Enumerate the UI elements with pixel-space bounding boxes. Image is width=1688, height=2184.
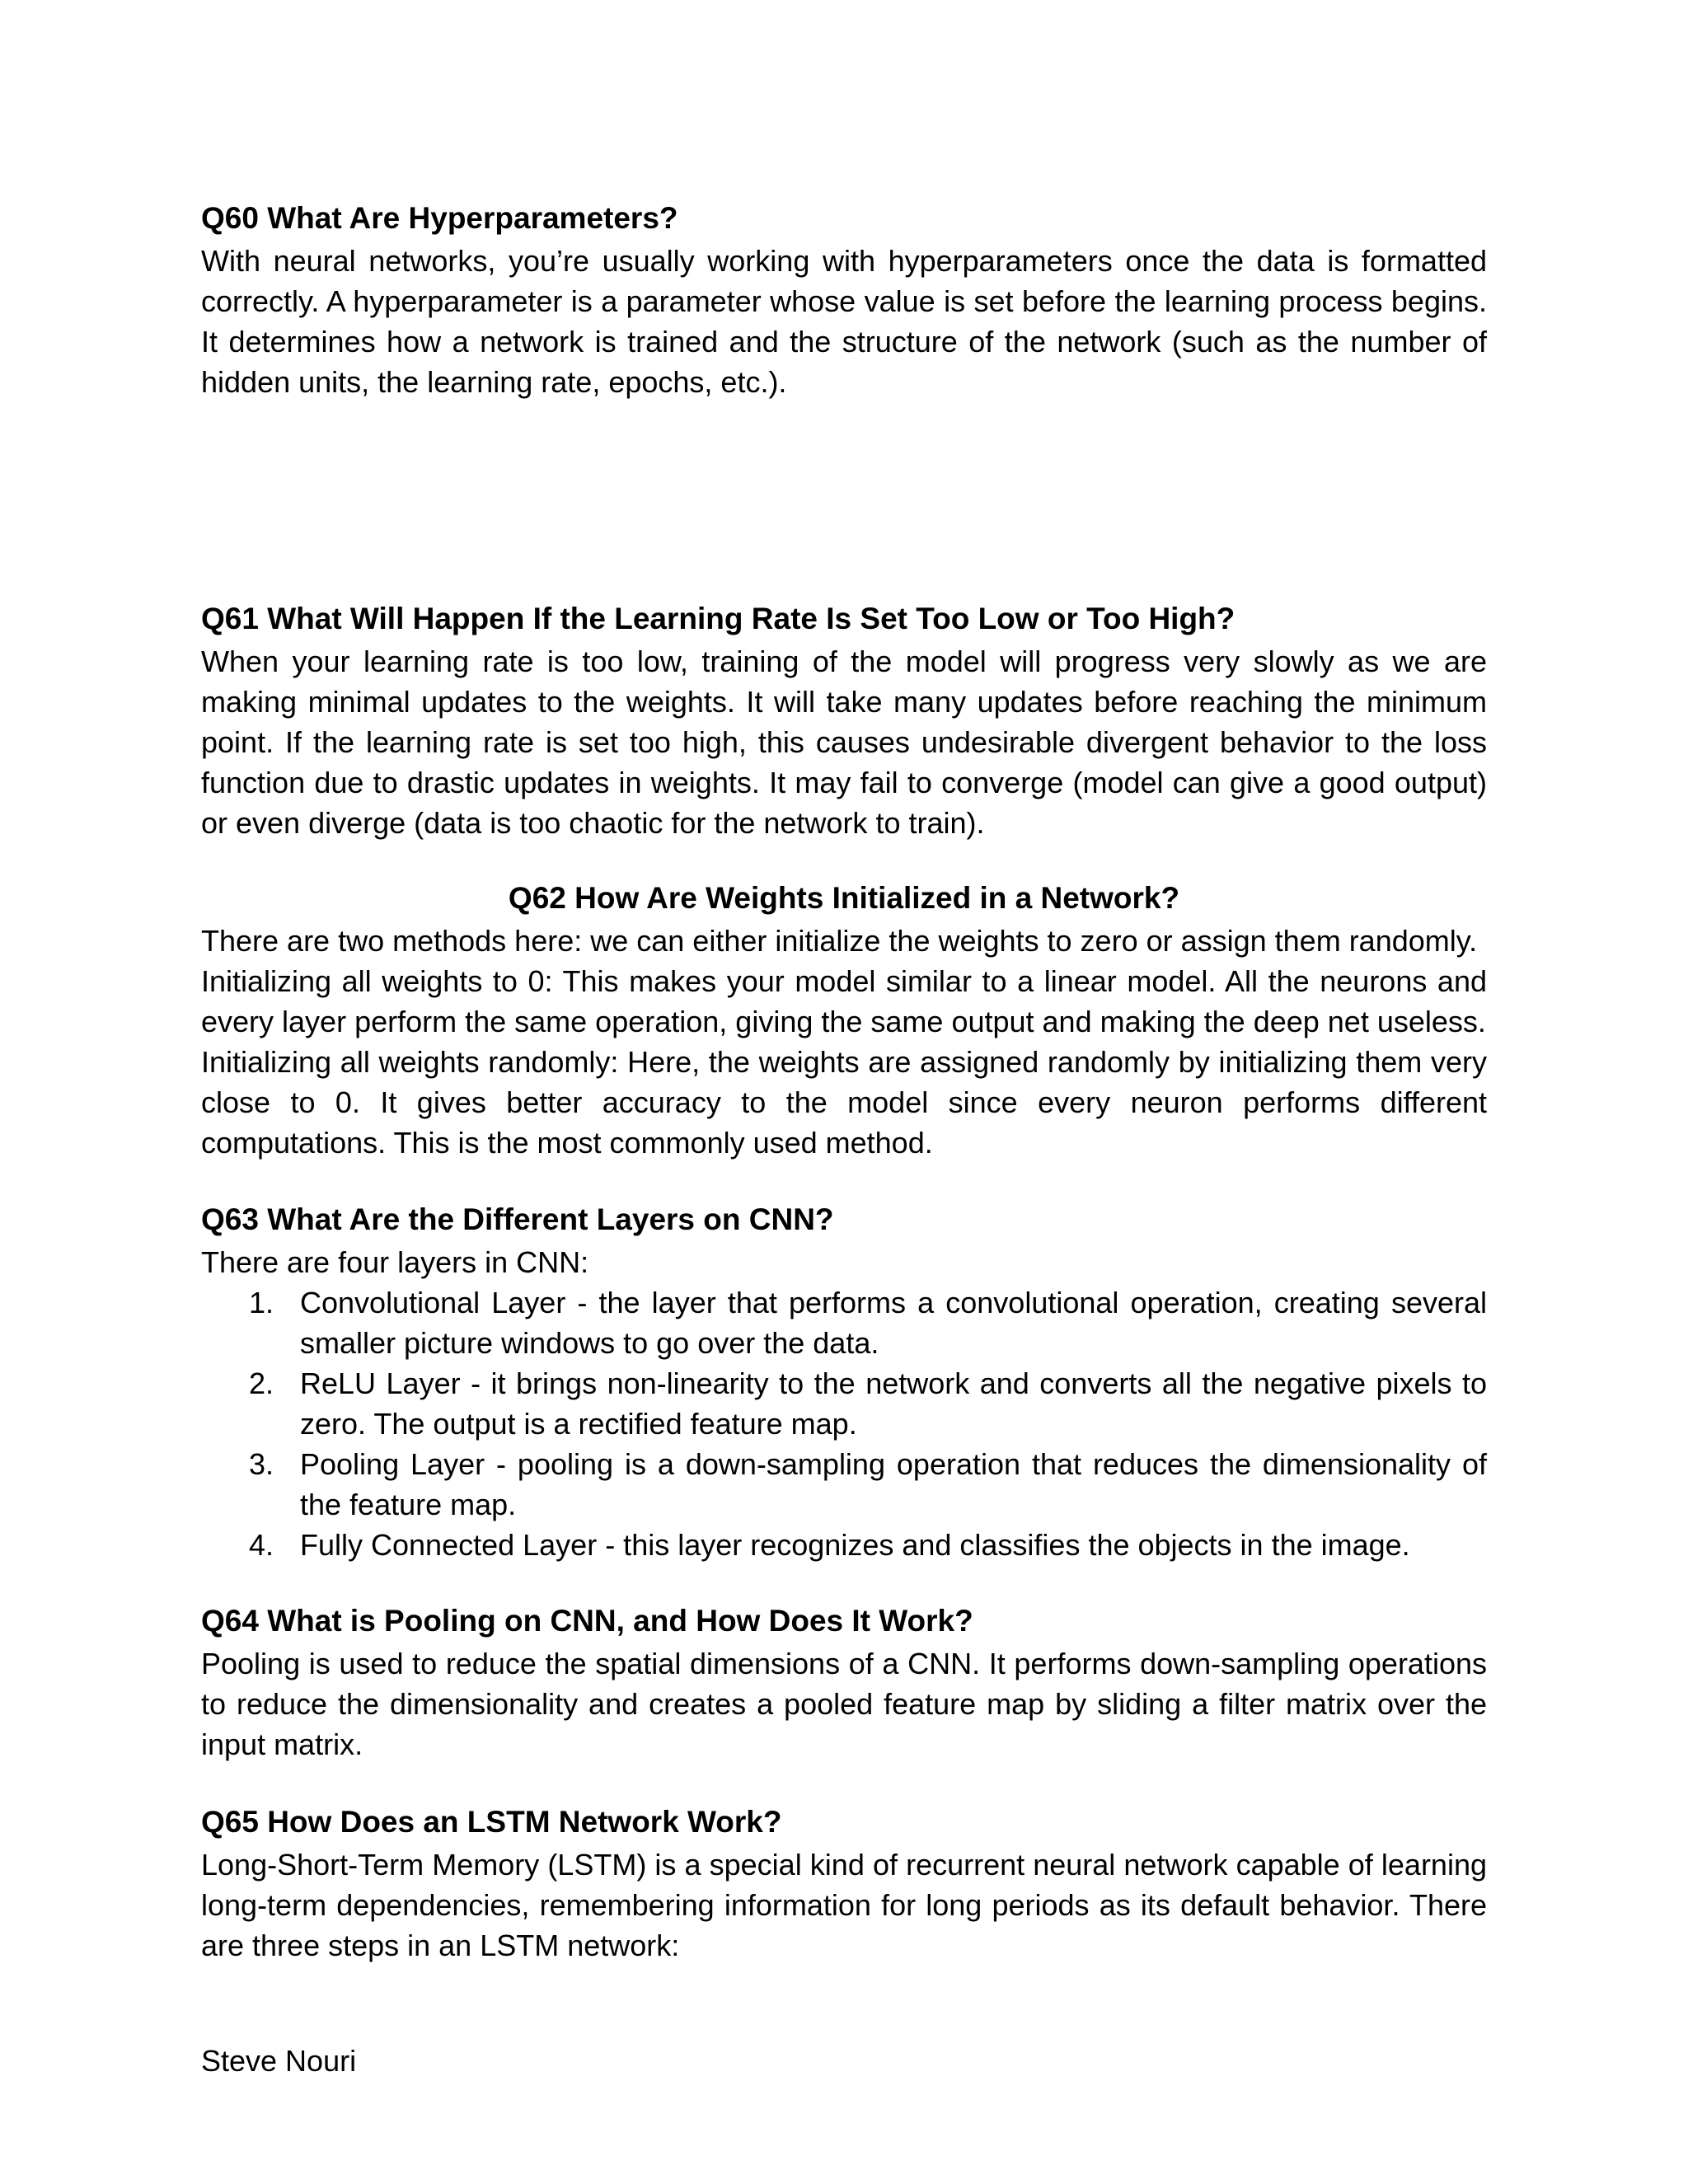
list-number: 4. — [249, 1528, 274, 1562]
q64-body: Pooling is used to reduce the spatial dimensions of a CNN. It performs down-sampling operations to reduce the dimensionality and creates a pooled feature map by sliding a filter matrix over the input matrix. — [201, 1647, 1487, 1761]
q65-body: Long-Short-Term Memory (LSTM) is a special kind of recurrent neural network capable of learning long-term dependencies, remembering information for long periods as its default behavior. There are three steps in an LSTM network: — [201, 1848, 1487, 1962]
q62-body-line-2: Initializing all weights to 0: This makes your model similar to a linear model. All the neurons and every layer perform the same operation, giving the same output and making the deep net useless. — [201, 964, 1487, 1038]
cnn-layers-list — [201, 1282, 1487, 1565]
q62-body-line-1: There are two methods here: we can either initialize the weights to zero or assign them randomly. — [201, 924, 1478, 958]
q62-heading: Q62 How Are Weights Initialized in a Network? — [508, 881, 1180, 915]
q62-body-line-3: Initializing all weights randomly: Here, the weights are assigned randomly by initializing them very close to 0. It gives better accuracy to the model since every neuron performs different computations. This is the most commonly used method. — [201, 1045, 1487, 1160]
list-item — [201, 1444, 1487, 1525]
q61-body: When your learning rate is too low, training of the model will progress very slowly as we are making minimal updates to the weights. It will take many updates before reaching the minimum point. If the learning rate is set too high, this causes undesirable divergent behavior to the loss function due to drastic updates in weights. It may fail to converge (model can give a good output) or even diverge (data is too chaotic for the network to train). — [201, 644, 1487, 840]
list-item — [201, 1525, 1487, 1565]
list-item-text: ReLU Layer - it brings non-linearity to the network and converts all the negative pixels to zero. The output is a rectified feature map. — [300, 1366, 1487, 1441]
list-item — [201, 1282, 1487, 1363]
q63-heading: Q63 What Are the Different Layers on CNN? — [201, 1202, 834, 1236]
list-item-text: Fully Connected Layer - this layer recognizes and classifies the objects in the image. — [300, 1528, 1410, 1562]
list-item — [201, 1363, 1487, 1444]
list-number: 1. — [249, 1286, 274, 1319]
list-item-text: Pooling Layer - pooling is a down-sampling operation that reduces the dimensionality of the feature map. — [300, 1447, 1487, 1521]
q64-heading: Q64 What is Pooling on CNN, and How Does It Work? — [201, 1604, 973, 1638]
list-number: 2. — [249, 1366, 274, 1400]
q65-heading: Q65 How Does an LSTM Network Work? — [201, 1805, 782, 1839]
list-number: 3. — [249, 1447, 274, 1481]
footer-author: Steve Nouri — [201, 2044, 357, 2078]
q60-body: With neural networks, you’re usually working with hyperparameters once the data is formatted correctly. A hyperparameter is a parameter whose value is set before the learning process begins. It determines how a network is trained and the structure of the network (such as the number of hidden units, the learning rate, epochs, etc.). — [201, 244, 1487, 399]
q60-heading: Q60 What Are Hyperparameters? — [201, 201, 678, 235]
q63-intro: There are four layers in CNN: — [201, 1245, 589, 1279]
list-item-text: Convolutional Layer - the layer that performs a convolutional operation, creating several smaller picture windows to go over the data. — [300, 1286, 1487, 1360]
q61-heading: Q61 What Will Happen If the Learning Rate Is Set Too Low or Too High? — [201, 602, 1236, 635]
